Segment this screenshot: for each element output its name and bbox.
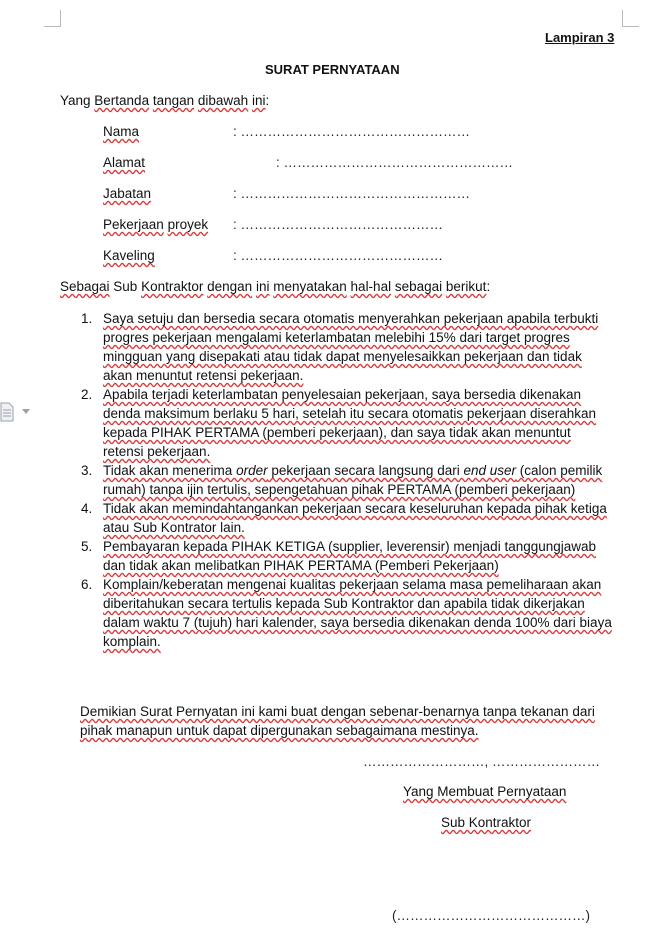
item-text-part: Tidak akan menerima xyxy=(103,463,237,478)
statement-item xyxy=(0,499,613,537)
statement-word: Kontraktor xyxy=(141,279,204,294)
statement-word: sebagai xyxy=(394,279,443,294)
intro-word: Bertanda xyxy=(94,93,150,108)
item-text: Apabila terjadi keterlambatan penyelesaian pekerjaan, saya bersedia dikenakan denda maksimum berlaku 5 hari, setelah itu secara otomatis pekerjaan diserahkan kepada PIHAK PERTAMA (pemberi pekerjaan), dan saya tidak akan menuntut retensi pekerjaan. xyxy=(103,387,597,459)
item-text: Komplain/keberatan mengenai kualitas pekerjaan selama masa pemeliharaan akan diberitahukan secara tertulis kepada Sub Kontraktor dan apabila tidak dikerjakan dalam waktu 7 (tujuh) hari kalender, saya bersedia dikenakan denda 100% dari biaya komplain. xyxy=(103,577,612,649)
statement-item xyxy=(0,575,613,651)
statement-item xyxy=(0,461,613,499)
lampiran-label: Lampiran 3 xyxy=(545,30,615,45)
field-label-jabatan: Jabatan xyxy=(103,186,152,201)
field-label-alamat: Alamat xyxy=(103,155,146,170)
item-number: 3. xyxy=(81,463,93,478)
label-word: proyek xyxy=(167,217,209,232)
field-value-kaveling[interactable]: : ……………………………………… xyxy=(233,248,444,263)
item-text-part: (calon pemilik rumah) tanpa ijin tertulis, sepengetahuan pihak PERTAMA (pemberi pekerjaan) xyxy=(103,463,603,497)
item-number: 5. xyxy=(81,539,93,554)
margin-marker-top-left xyxy=(44,10,61,27)
statement-text: : xyxy=(486,279,491,294)
item-number: 2. xyxy=(81,387,93,402)
place-date-line[interactable]: ………………………, …………………… xyxy=(363,754,601,769)
statement-word: hal-hal xyxy=(350,279,392,294)
item-text-italic: order xyxy=(236,463,268,478)
statement-line xyxy=(60,279,490,294)
intro-text: : xyxy=(265,93,270,108)
intro-word: dibawah xyxy=(197,93,249,108)
field-value-nama[interactable]: : …………………………………………… xyxy=(233,124,471,139)
field-label-pekerjaan-proyek xyxy=(103,217,208,232)
signer-role: Sub Kontraktor xyxy=(441,815,532,830)
intro-line xyxy=(60,93,269,108)
field-value-pekerjaan-proyek[interactable]: : ……………………………………… xyxy=(233,217,444,232)
item-text: Saya setuju dan bersedia secara otomatis menyerahkan pekerjaan apabila terbukti progres pekerjaan mengalami keterlambatan melebihi 15% dari target progres mingguan yang disepakati atau tidak dapat menyelesaikkan pekerjaan dan tidak akan menuntut retensi pekerjaan. xyxy=(103,311,599,383)
statement-word: berikut xyxy=(445,279,487,294)
item-number: 4. xyxy=(81,501,93,516)
item-text-part: pekerjaan secara langsung dari xyxy=(267,463,464,478)
closing-paragraph: Demikian Surat Pernyatan ini kami buat dengan sebenar-benarnya tanpa tekanan dari pihak manapun untuk dapat dipergunakan sebagaimana mestinya. xyxy=(80,704,595,738)
signature-name-line[interactable]: (……………………………………) xyxy=(392,908,590,923)
item-number: 6. xyxy=(81,577,93,592)
label-word: Pekerjaan xyxy=(103,217,164,232)
statement-item xyxy=(0,385,613,461)
intro-word: tangan xyxy=(152,93,195,108)
item-text: Tidak akan memindahtangankan pekerjaan secara keseluruhan kepada pihak ketiga atau Sub Kontrator lain. xyxy=(103,501,607,535)
margin-marker-top-right xyxy=(622,10,639,27)
statement-item xyxy=(0,537,613,575)
statement-word: ini xyxy=(255,279,270,294)
signer-caption: Yang Membuat Pernyataan xyxy=(403,784,567,799)
intro-text: Yang xyxy=(60,93,95,108)
statement-item xyxy=(0,309,613,385)
intro-word: ini xyxy=(251,93,266,108)
item-number: 1. xyxy=(81,311,93,326)
document-title: SURAT PERNYATAAN xyxy=(265,62,400,77)
item-text-italic: end user xyxy=(463,463,517,478)
item-text: Pembayaran kepada PIHAK KETIGA (supplier, leverensir) menjadi tanggungjawab dan tidak akan melibatkan PIHAK PERTAMA (Pemberi Pekerjaan) xyxy=(103,539,597,573)
field-value-jabatan[interactable]: : …………………………………………… xyxy=(233,186,471,201)
statement-text: Sub xyxy=(109,279,142,294)
field-label-nama: Nama xyxy=(103,124,140,139)
statement-list xyxy=(0,309,672,651)
statement-word: Sebagai xyxy=(60,279,110,294)
field-value-alamat[interactable]: : …………………………………………… xyxy=(276,155,514,170)
field-label-kaveling: Kaveling xyxy=(103,248,155,263)
statement-word: dengan xyxy=(207,279,253,294)
statement-word: menyatakan xyxy=(273,279,347,294)
